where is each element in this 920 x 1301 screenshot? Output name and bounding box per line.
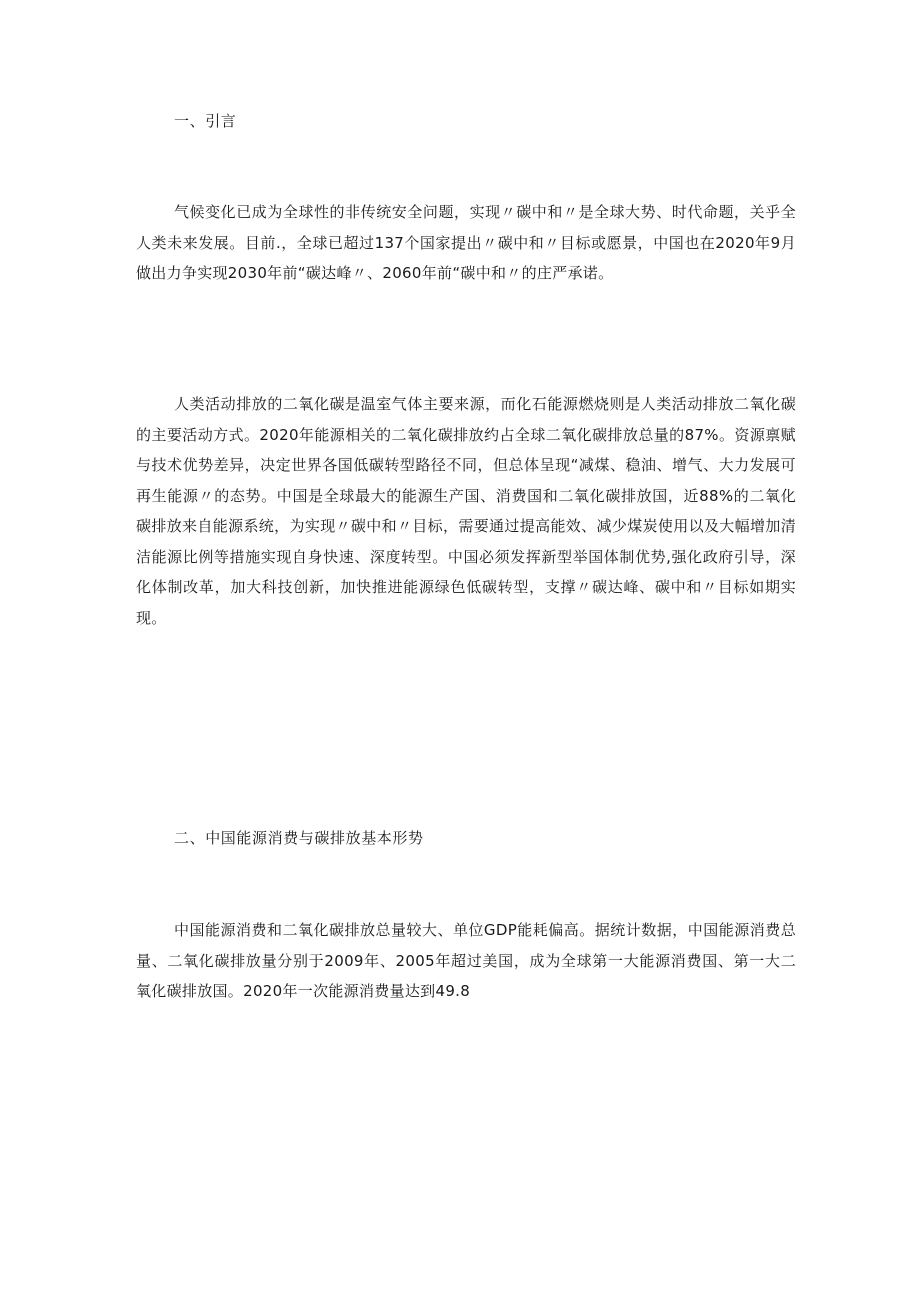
- paragraph-co2-emissions: [136, 389, 796, 633]
- paragraph-climate-change: [136, 197, 796, 289]
- paragraph-text: 气候变化已成为全球性的非传统安全问题，实现〃碳中和〃是全球大势、时代命题，关乎全人类未来发展。目前.，全球已超过137个国家提出〃碳中和〃目标或愿景，中国也在2020年9月做出力争实现2030年前“碳达峰〃、2060年前“碳中和〃的庄严承诺。: [136, 203, 796, 282]
- section-heading-energy-situation: 二、中国能源消费与碳排放基本形势: [174, 829, 424, 847]
- section-heading-introduction: 一、引言: [174, 112, 237, 130]
- paragraph-text: 人类活动排放的二氧化碳是温室气体主要来源，而化石能源燃烧则是人类活动排放二氧化碳的主要活动方式。2020年能源相关的二氧化碳排放约占全球二氧化碳排放总量的87%。资源禀赋与技术优势差异，决定世界各国低碳转型路径不同，但总体呈现“减煤、稳油、增气、大力发展可再生能源〃的态势。中国是全球最大的能源生产国、消费国和二氧化碳排放国，近88%的二氧化碳排放来自能源系统，为实现〃碳中和〃目标，需要通过提高能效、减少煤炭使用以及大幅增加清洁能源比例等措施实现自身快速、深度转型。中国必须发挥新型举国体制优势,强化政府引导，深化体制改革，加大科技创新，加快推进能源绿色低碳转型，支撑〃碳达峰、碳中和〃目标如期实现。: [136, 395, 796, 627]
- paragraph-text: 中国能源消费和二氧化碳排放总量较大、单位GDP能耗偏高。据统计数据，中国能源消费总量、二氧化碳排放量分别于2009年、2005年超过美国，成为全球第一大能源消费国、第一大二氧化碳排放国。2020年一次能源消费量达到49.8: [136, 921, 796, 1000]
- paragraph-energy-consumption: [136, 915, 796, 1007]
